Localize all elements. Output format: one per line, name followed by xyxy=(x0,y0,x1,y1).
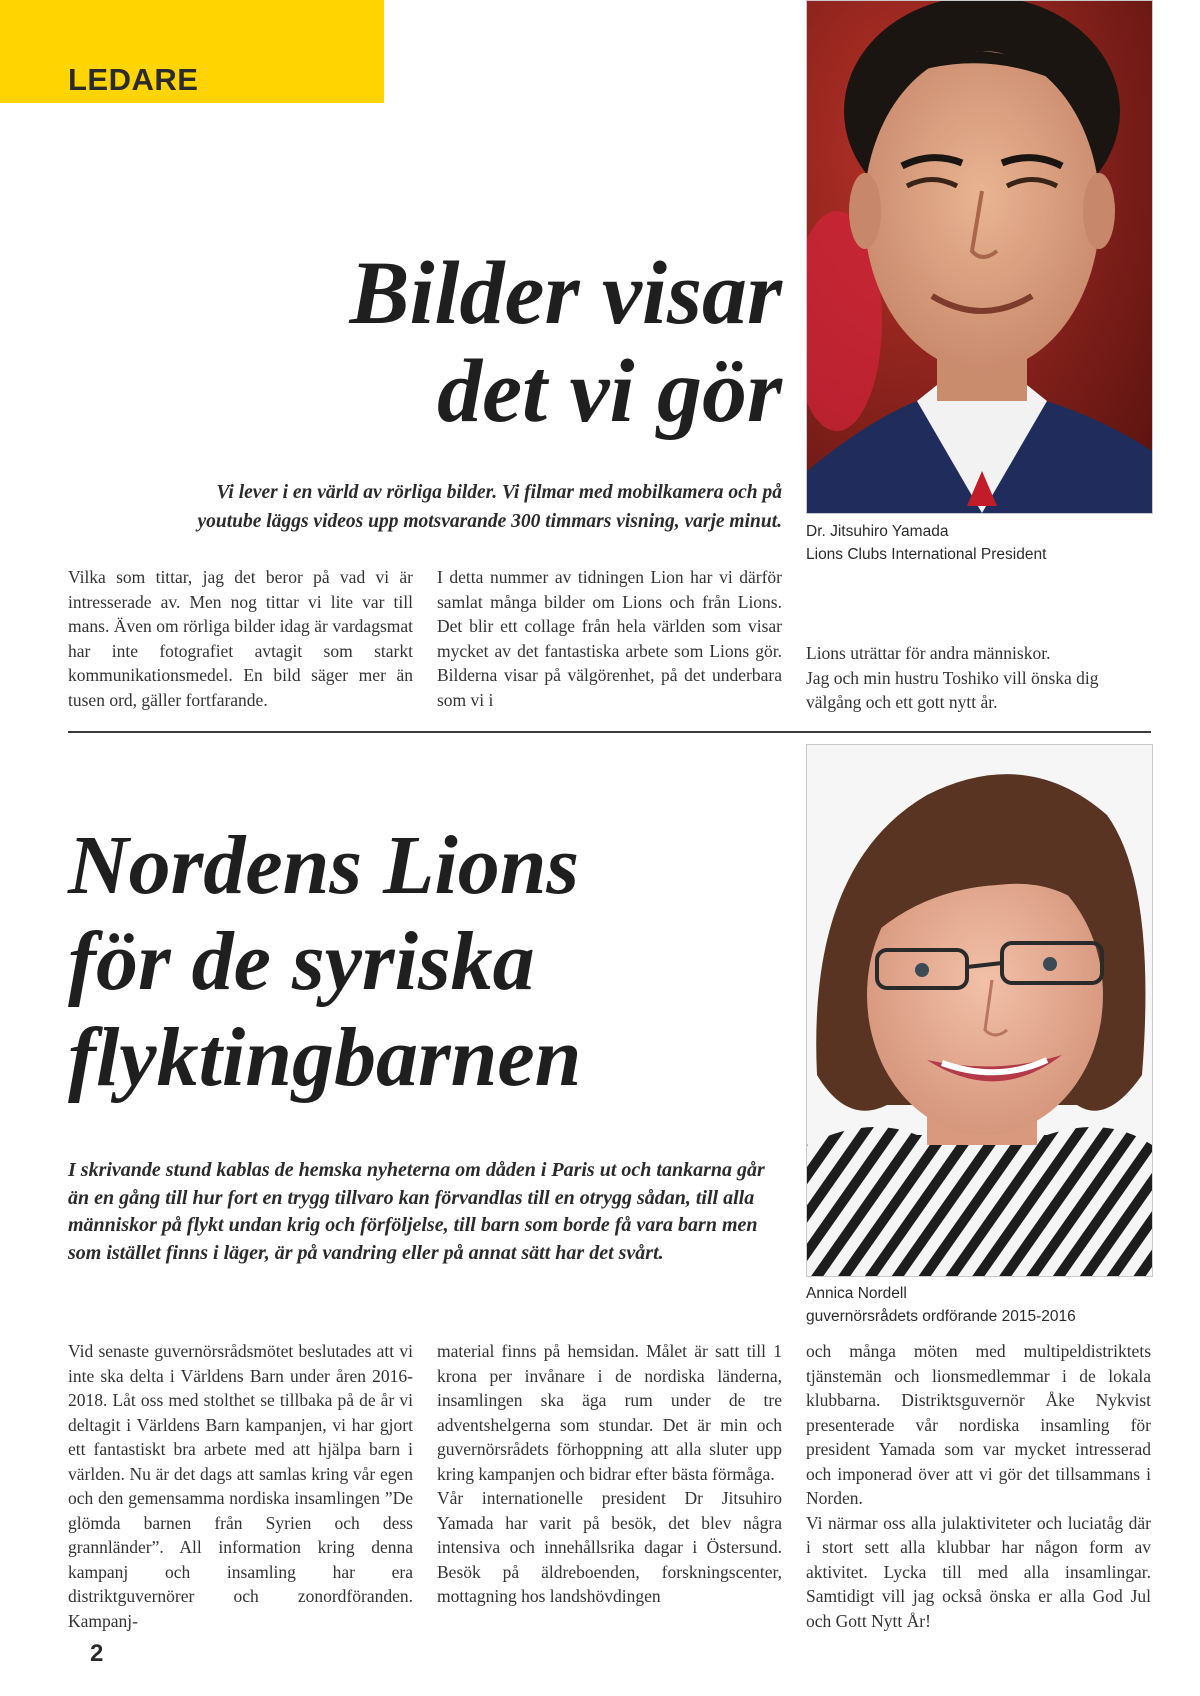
paragraph: Vår internationelle president Dr Jitsuhiro Yamada har varit på besök, det blev några intensiva och innehållsrika dagar i Östersund. Besök på äldreboenden, forskningscenter, mottagning hos landshövdingen xyxy=(437,1488,782,1606)
portrait-yamada xyxy=(806,0,1153,514)
paragraph: material finns på hemsidan. Målet är satt till 1 krona per invånare i de nordiska länderna, insamlingen ska äga rum under de tre adventshelgerna som stundar. Det är min och guvernörsrådets förhoppning att alla sluter upp kring kampanjen och bidrar efter bästa förmåga. xyxy=(437,1341,782,1484)
headline-line: för de syriska xyxy=(68,915,535,1008)
headline-line: Nordens Lions xyxy=(68,819,580,912)
section-divider xyxy=(68,731,1151,733)
caption-name: Annica Nordell xyxy=(806,1285,907,1302)
headline-line: flyktingbarnen xyxy=(68,1011,582,1104)
caption-title: guvernörsrådets ordförande 2015-2016 xyxy=(806,1308,1076,1325)
lead-line: Vi lever i en värld av rörliga bilder. Vi filmar med mobilkamera och på xyxy=(216,482,782,503)
lead-line: youtube läggs videos upp motsvarande 300 timmars visning, varje minut. xyxy=(197,511,782,532)
article1-column-2: I detta nummer av tidningen Lion har vi därför samlat många bilder om Lions och från Lions. Det blir ett collage från hela världen som visar mycket av det fantastiska arbete som Lions gör. Bilderna visar på välgörenhet, på det underbara som vi i xyxy=(437,567,782,710)
portrait-nordell xyxy=(806,744,1153,1277)
paragraph: Lions uträttar för andra människor. xyxy=(806,643,1051,663)
portrait-yamada-caption xyxy=(806,520,1166,566)
article1-column-1: Vilka som tittar, jag det beror på vad vi är intresserade av. Men nog tittar vi lite var till mans. Även om rörliga bilder idag är vardagsmat har inte fotografiet avtagit som starkt kommunikationsmedel. En bild säger mer än tusen ord, gäller fortfarande. xyxy=(68,567,413,710)
article1-headline xyxy=(349,245,782,441)
section-label: LEDARE xyxy=(68,62,199,97)
article2-lead: I skrivande stund kablas de hemska nyheterna om dåden i Paris ut och tankarna går än en gång till hur fort en trygg tillvaro kan förvandlas till en otrygg sådan, till alla människor på flykt undan krig och förföljelse, till barn som borde få vara barn men som istället finns i läger, är på vandring eller på annat sätt har det svårt. xyxy=(68,1159,765,1264)
article2-column-3 xyxy=(806,1339,1151,1633)
page-number: 2 xyxy=(90,1640,104,1667)
caption-title: Lions Clubs International President xyxy=(806,546,1047,563)
paragraph: Jag och min hustru Toshiko vill önska dig välgång och ett gott nytt år. xyxy=(806,667,1099,712)
article2-column-2 xyxy=(437,1339,782,1609)
caption-name: Dr. Jitsuhiro Yamada xyxy=(806,523,949,540)
article2-column-1: Vid senaste guvernörsrådsmötet beslutades att vi inte ska delta i Världens Barn under åren 2016-2018. Låt oss med stolthet se tillbaka på de år vi deltagit i Världens Barn kampanjen, vi har gjort ett fantastiskt bra arbete med att hjälpa barn i världen. Nu är det dags att samlas kring vår egen och den gemensamma nordiska insamlingen ”De glömda barnen från Syrien och dess grannländer”. All information kring denna kampanj och insamling har era distriktguvernörer och zonordföranden. Kampanj- xyxy=(68,1341,413,1631)
paragraph: Vi närmar oss alla julaktiviteter och luciatåg där i stort sett alla klubbar har någon form av aktivitet. Lycka till med alla insamlingar. Samtidigt vill jag också önska er alla God Jul och Gott Nytt År! xyxy=(806,1512,1151,1631)
headline-line: det vi gör xyxy=(437,342,782,441)
paragraph: och många möten med multipeldistriktets tjänstemän och lionsmedlemmar i de lokala klubbarna. Distriktsguvernör Åke Nykvist presenterade vår nordiska insamling för president Yamada som var mycket intresserad och imponerad över att vi gör det tillsammans i Norden. xyxy=(806,1341,1151,1508)
article1-column-3 xyxy=(806,641,1151,715)
article2-headline xyxy=(68,818,581,1106)
headline-line: Bilder visar xyxy=(349,244,782,343)
article1-lead xyxy=(62,478,782,536)
portrait-nordell-caption xyxy=(806,1282,1166,1328)
